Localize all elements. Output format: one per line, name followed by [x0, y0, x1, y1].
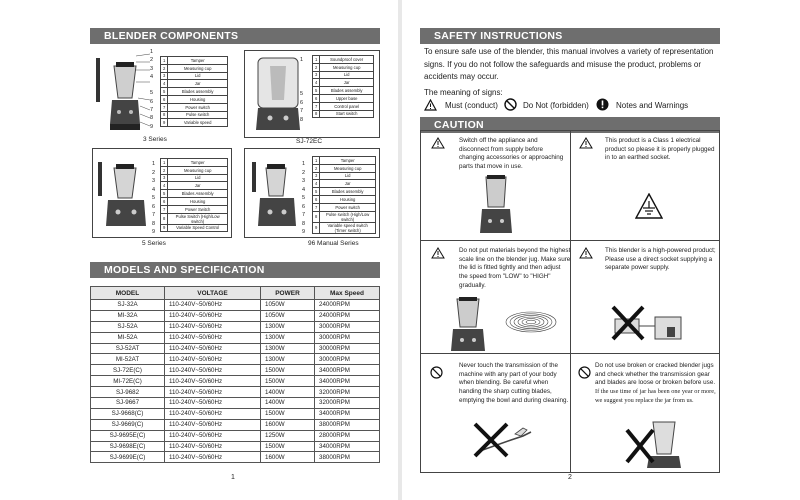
legend-number: 3: [313, 172, 320, 180]
left-page: [0, 0, 398, 500]
spec-voltage: 110-240V~50/60Hz: [165, 452, 261, 463]
col-power: POWER: [261, 287, 315, 300]
callout-numbers: 1 2 3 4 5 6 7 8 9: [302, 161, 306, 235]
caution-text-4: This blender is a high-powered product; Please use a direct socket supplying a separate power supply.: [605, 247, 716, 272]
legend-label: Variable speed: [168, 119, 228, 127]
legend-sj-72ec: [312, 55, 374, 118]
legend-row: [313, 87, 374, 95]
legend-number: 7: [161, 205, 168, 213]
safety-intro: To ensure safe use of the blender, this manual involves a variety of representation signs. If you do not follow the safeguards and misuse the product, problems or accidents may occur.: [424, 47, 714, 81]
caution-cell-5: [420, 353, 571, 473]
legend-row: [313, 157, 376, 165]
legend-row: [161, 174, 228, 182]
legend-label: Jar: [168, 182, 228, 190]
legend-number: 1: [313, 56, 320, 64]
caution-cell-4: [570, 240, 720, 354]
legend-row: [313, 180, 376, 188]
spec-power: 1500W: [261, 441, 315, 452]
legend-label: Jar: [168, 80, 228, 88]
blender-sj-72ec-image: [254, 56, 304, 136]
legend-row: [313, 211, 376, 222]
spec-max-speed: 34000RPM: [315, 441, 380, 452]
spec-model: MI-52AT: [91, 354, 165, 365]
caution-text-6-main: Do not use broken or cracked blender jugs and check whether the transmission gear and blades are loose or broken before use.: [595, 362, 716, 387]
spec-power: 1600W: [261, 452, 315, 463]
spec-power: 1500W: [261, 376, 315, 387]
spec-row: [91, 452, 380, 463]
warning-triangle-icon: [431, 247, 445, 259]
spec-max-speed: 30000RPM: [315, 354, 380, 365]
spec-model: MI-72E(C): [91, 376, 165, 387]
spec-voltage: 110-240V~50/60Hz: [165, 398, 261, 409]
legend-number: 7: [313, 102, 320, 110]
legend-row: [313, 102, 374, 110]
spec-model: SJ-9699E(C): [91, 452, 165, 463]
legend-row: [313, 56, 374, 64]
spec-voltage: 110-240V~50/60Hz: [165, 343, 261, 354]
callout-numbers: 1 2 3 4 5 6 7 8 9: [150, 49, 154, 130]
spec-row: [91, 387, 380, 398]
spec-row: [91, 354, 380, 365]
legend-label: Tamper: [168, 159, 228, 167]
legend-label: Lid: [168, 72, 228, 80]
legend-label: Start switch: [320, 110, 374, 118]
spec-voltage: 110-240V~50/60Hz: [165, 321, 261, 332]
legend-label: Tamper: [168, 57, 228, 65]
blender-5-series-image: [94, 154, 156, 238]
caution-cell-2: [570, 130, 720, 241]
spec-model: SJ-9698E(C): [91, 441, 165, 452]
spec-model: SJ-9695E(C): [91, 430, 165, 441]
legend-label: Blades assembly: [168, 88, 228, 96]
legend-row: [161, 111, 228, 119]
spec-power: 1050W: [261, 300, 315, 311]
legend-row: [313, 71, 374, 79]
specification-table: [90, 286, 380, 463]
legend-label: Power Switch: [168, 205, 228, 213]
spec-model: MI-32A: [91, 310, 165, 321]
caution-text-5: Never touch the transmission of the machine with any part of your body when blending. Be careful when handing the sharp cutting blades, emptying the bowl and during cleaning.: [459, 362, 569, 404]
warning-triangle-icon: [579, 137, 593, 149]
legend-number: 6: [313, 94, 320, 102]
spec-row: [91, 300, 380, 311]
legend-label: Pulse switch: [168, 111, 228, 119]
caption-5-series: 5 Series: [142, 240, 166, 247]
legend-number: 4: [313, 180, 320, 188]
legend-row: [313, 79, 374, 87]
legend-number: 2: [313, 164, 320, 172]
spec-max-speed: 38000RPM: [315, 419, 380, 430]
legend-number: 2: [313, 63, 320, 71]
spec-voltage: 110-240V~50/60Hz: [165, 332, 261, 343]
right-page: [402, 0, 800, 500]
col-max-speed: Max Speed: [315, 287, 380, 300]
legend-label: Lid: [320, 172, 376, 180]
spec-max-speed: 28000RPM: [315, 430, 380, 441]
spec-max-speed: 30000RPM: [315, 332, 380, 343]
legend-number: 1: [161, 159, 168, 167]
sign-donot-label: Do Not (forbidden): [523, 101, 589, 110]
spec-max-speed: 24000RPM: [315, 310, 380, 321]
warning-triangle-icon: [424, 99, 437, 111]
spec-header-row: [91, 287, 380, 300]
spec-voltage: 110-240V~50/60Hz: [165, 419, 261, 430]
legend-row: [161, 224, 228, 232]
components-header: BLENDER COMPONENTS: [90, 28, 380, 44]
spec-voltage: 110-240V~50/60Hz: [165, 430, 261, 441]
legend-number: 3: [161, 72, 168, 80]
caption-3-series: 3 Series: [143, 136, 167, 143]
spec-max-speed: 32000RPM: [315, 387, 380, 398]
legend-row: [161, 64, 228, 72]
spec-voltage: 110-240V~50/60Hz: [165, 310, 261, 321]
legend-number: 3: [161, 174, 168, 182]
legend-row: [161, 72, 228, 80]
legend-number: 7: [313, 203, 320, 211]
page-number-left: 1: [231, 474, 235, 481]
spec-row: [91, 430, 380, 441]
spec-power: 1300W: [261, 321, 315, 332]
legend-label: Housing: [168, 197, 228, 205]
legend-number: 9: [161, 224, 168, 232]
spec-row: [91, 376, 380, 387]
spec-row: [91, 321, 380, 332]
caution-cell-3: [420, 240, 571, 354]
spec-voltage: 110-240V~50/60Hz: [165, 376, 261, 387]
col-voltage: VOLTAGE: [165, 287, 261, 300]
blender-image: [447, 297, 489, 353]
legend-number: 2: [161, 166, 168, 174]
legend-label: Variable speed switch (Timer switch): [320, 222, 376, 233]
spec-voltage: 110-240V~50/60Hz: [165, 387, 261, 398]
spec-power: 1300W: [261, 354, 315, 365]
spec-max-speed: 32000RPM: [315, 398, 380, 409]
legend-row: [161, 213, 228, 224]
legend-row: [161, 57, 228, 65]
spec-voltage: 110-240V~50/60Hz: [165, 441, 261, 452]
spec-model: SJ-9667: [91, 398, 165, 409]
caution-text-3: Do not put materials beyond the highest scale line on the blender jug. Make sure the lid is fitted tightly and then adjust the speed from "LOW" to "HIGH" gradually.: [459, 247, 571, 289]
legend-row: [161, 182, 228, 190]
warning-triangle-icon: [579, 247, 593, 259]
legend-label: Blades assembly: [320, 87, 374, 95]
multi-plug-socket-image: [611, 299, 691, 345]
warning-triangle-icon: [431, 137, 445, 149]
blender-96-series-image: [248, 154, 304, 236]
legend-number: 8: [313, 110, 320, 118]
legend-number: 6: [161, 197, 168, 205]
meaning-label: The meaning of signs:: [424, 88, 503, 97]
speed-spiral-image: [505, 311, 557, 333]
spec-voltage: 110-240V~50/60Hz: [165, 408, 261, 419]
sign-must-label: Must (conduct): [445, 101, 498, 110]
spec-power: 1250W: [261, 430, 315, 441]
legend-number: 5: [161, 88, 168, 96]
legend-label: Soundproof cover: [320, 56, 374, 64]
legend-row: [313, 222, 376, 233]
caption-96-series: 96 Manual Series: [308, 240, 359, 247]
legend-row: [313, 195, 376, 203]
spec-model: MI-52A: [91, 332, 165, 343]
legend-number: 8: [161, 213, 168, 224]
legend-row: [313, 203, 376, 211]
legend-row: [161, 119, 228, 127]
legend-label: Power switch: [320, 203, 376, 211]
signs-legend: [424, 100, 724, 114]
legend-label: Jar: [320, 79, 374, 87]
legend-row: [161, 159, 228, 167]
caption-sj-72ec: SJ-72EC: [296, 138, 323, 145]
spec-row: [91, 398, 380, 409]
legend-number: 8: [313, 211, 320, 222]
legend-label: Measuring cup: [320, 63, 374, 71]
spec-power: 1400W: [261, 387, 315, 398]
legend-label: Tamper: [320, 157, 376, 165]
spec-power: 1500W: [261, 408, 315, 419]
spec-model: SJ-52A: [91, 321, 165, 332]
legend-row: [161, 95, 228, 103]
caution-header: CAUTION: [420, 117, 720, 133]
exclamation-circle-icon: [596, 98, 609, 111]
legend-label: Measuring cup: [168, 166, 228, 174]
spec-model: SJ-9668(C): [91, 408, 165, 419]
spec-model: SJ-32A: [91, 300, 165, 311]
legend-label: Housing: [168, 95, 228, 103]
page-number-right: 2: [568, 474, 572, 481]
legend-number: 5: [313, 188, 320, 196]
legend-row: [313, 94, 374, 102]
legend-label: Upper base: [320, 94, 374, 102]
spec-max-speed: 34000RPM: [315, 376, 380, 387]
legend-row: [161, 190, 228, 198]
spec-row: [91, 310, 380, 321]
legend-number: 4: [313, 79, 320, 87]
spec-max-speed: 38000RPM: [315, 452, 380, 463]
legend-label: Lid: [320, 71, 374, 79]
spec-max-speed: 34000RPM: [315, 408, 380, 419]
legend-row: [161, 166, 228, 174]
legend-number: 6: [313, 195, 320, 203]
spec-max-speed: 34000RPM: [315, 365, 380, 376]
legend-number: 8: [161, 111, 168, 119]
hand-blade-image: [471, 416, 541, 462]
spec-voltage: 110-240V~50/60Hz: [165, 300, 261, 311]
col-model: MODEL: [91, 287, 165, 300]
sign-notes-label: Notes and Warnings: [616, 101, 689, 110]
caution-cell-6: [570, 353, 720, 473]
caution-text-6: [595, 362, 719, 406]
legend-label: Measuring cup: [168, 64, 228, 72]
spec-power: 1600W: [261, 419, 315, 430]
spec-power: 1300W: [261, 343, 315, 354]
prohibited-icon: [578, 366, 591, 379]
legend-label: Pulse Switch (High/Low switch): [168, 213, 228, 224]
legend-label: Lid: [168, 174, 228, 182]
spec-row: [91, 441, 380, 452]
safety-header: SAFETY INSTRUCTIONS: [420, 28, 720, 44]
legend-number: 4: [161, 182, 168, 190]
spec-power: 1500W: [261, 365, 315, 376]
spec-model: SJ-72E(C): [91, 365, 165, 376]
legend-number: 3: [313, 71, 320, 79]
legend-number: 6: [161, 95, 168, 103]
spec-model: SJ-52AT: [91, 343, 165, 354]
spec-row: [91, 419, 380, 430]
callout-numbers: 1 5 6 7 8: [300, 57, 304, 123]
spec-max-speed: 24000RPM: [315, 300, 380, 311]
spec-model: SJ-9669(C): [91, 419, 165, 430]
caution-cell-1: [420, 130, 571, 241]
legend-label: Blades Assembly: [168, 190, 228, 198]
legend-number: 1: [161, 57, 168, 65]
legend-number: 4: [161, 80, 168, 88]
legend-row: [313, 188, 376, 196]
broken-jar-image: [623, 420, 693, 470]
spec-row: [91, 365, 380, 376]
legend-number: 1: [313, 157, 320, 165]
legend-label: Housing: [320, 195, 376, 203]
legend-96-series: [312, 156, 376, 234]
legend-3-series: [160, 56, 228, 127]
legend-number: 5: [313, 87, 320, 95]
legend-label: Power switch: [168, 103, 228, 111]
legend-row: [313, 63, 374, 71]
earth-ground-icon: [635, 193, 663, 219]
legend-number: 5: [161, 190, 168, 198]
caution-text-6-serif: If the use time of jar has been one year or more, we suggest you replace the jar from us.: [595, 388, 716, 404]
spec-power: 1050W: [261, 310, 315, 321]
spec-max-speed: 30000RPM: [315, 321, 380, 332]
legend-label: Variable Speed Control: [168, 224, 228, 232]
legend-row: [313, 110, 374, 118]
spec-model: SJ-9682: [91, 387, 165, 398]
legend-number: 2: [161, 64, 168, 72]
models-header: MODELS AND SPECIFICATION: [90, 262, 380, 278]
legend-row: [161, 103, 228, 111]
spec-row: [91, 343, 380, 354]
legend-label: Jar: [320, 180, 376, 188]
legend-number: 9: [313, 222, 320, 233]
legend-label: Blades assembly: [320, 188, 376, 196]
spec-max-speed: 30000RPM: [315, 343, 380, 354]
callout-numbers: 1 2 3 4 5 6 7 8 9: [152, 161, 156, 235]
legend-label: Measuring cup: [320, 164, 376, 172]
legend-row: [313, 172, 376, 180]
legend-row: [161, 197, 228, 205]
spec-voltage: 110-240V~50/60Hz: [165, 365, 261, 376]
legend-label: Control panel: [320, 102, 374, 110]
legend-5-series: [160, 158, 228, 232]
spec-voltage: 110-240V~50/60Hz: [165, 354, 261, 365]
legend-number: 9: [161, 119, 168, 127]
legend-row: [313, 164, 376, 172]
legend-row: [161, 88, 228, 96]
caution-text-1: Switch off the appliance and disconnect from supply before changing accessories or approaching parts that move in use.: [459, 137, 564, 171]
spec-power: 1300W: [261, 332, 315, 343]
blender-image: [476, 175, 516, 237]
legend-row: [161, 205, 228, 213]
prohibited-icon: [430, 366, 443, 379]
spec-power: 1400W: [261, 398, 315, 409]
legend-row: [161, 80, 228, 88]
legend-label: Pulse switch (High/Low switch): [320, 211, 376, 222]
spec-row: [91, 408, 380, 419]
caution-text-2: This product is a Class 1 electrical product so please it is properly plugged in to an earthed socket.: [605, 137, 715, 162]
legend-number: 7: [161, 103, 168, 111]
spec-row: [91, 332, 380, 343]
prohibited-icon: [504, 98, 517, 111]
